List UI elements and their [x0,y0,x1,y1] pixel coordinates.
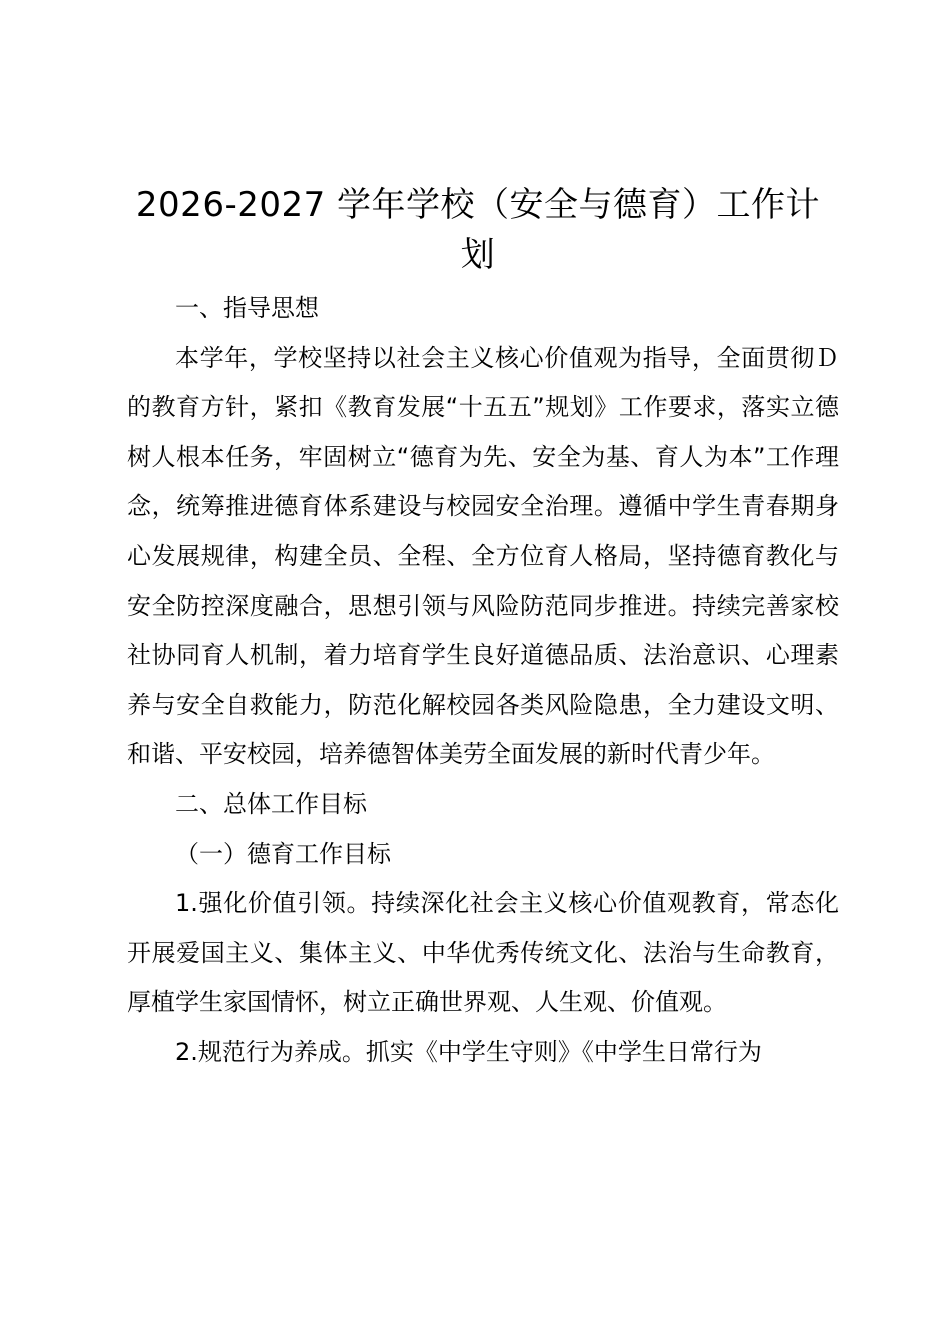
section-heading-guiding-ideology: 一、指导思想 [175,294,319,322]
section-heading-overall-goals: 二、总体工作目标 [175,789,367,818]
goal-item-value-guidance: 1.强化价值引领。持续深化社会主义核心价值观教育，常态化开展爱国主义、集体主义、中华优秀传统文化、法治与生命教育，厚植学生家国情怀，树立正确世界观、人生观、价值观。 [127,889,839,1017]
goal-item-behavior-norms: 2.规范行为养成。抓实《中学生守则》《中学生日常行为 [175,1037,762,1066]
subsection-heading-moral-education-goals: （一）德育工作目标 [175,839,391,868]
document-body [127,284,839,1078]
guiding-ideology-paragraph: 本学年，学校坚持以社会主义核心价值观为指导，全面贯彻Ｄ的教育方针，紧扣《教育发展“十五五”规划》工作要求，落实立德树人根本任务，牢固树立“德育为先、安全为基、育人为本”工作理念，统筹推进德育体系建设与校园安全治理。遵循中学生青春期身心发展规律，构建全员、全程、全方位育人格局，坚持德育教化与安全防控深度融合，思想引领与风险防范同步推进。持续完善家校社协同育人机制，着力培育学生良好道德品质、法治意识、心理素养与安全自救能力，防范化解校园各类风险隐患，全力建设文明、和谐、平安校园，培养德智体美劳全面发展的新时代青少年。 [127,343,839,769]
document-title: 2026-2027 学年学校（安全与德育）工作计划 [135,185,821,275]
